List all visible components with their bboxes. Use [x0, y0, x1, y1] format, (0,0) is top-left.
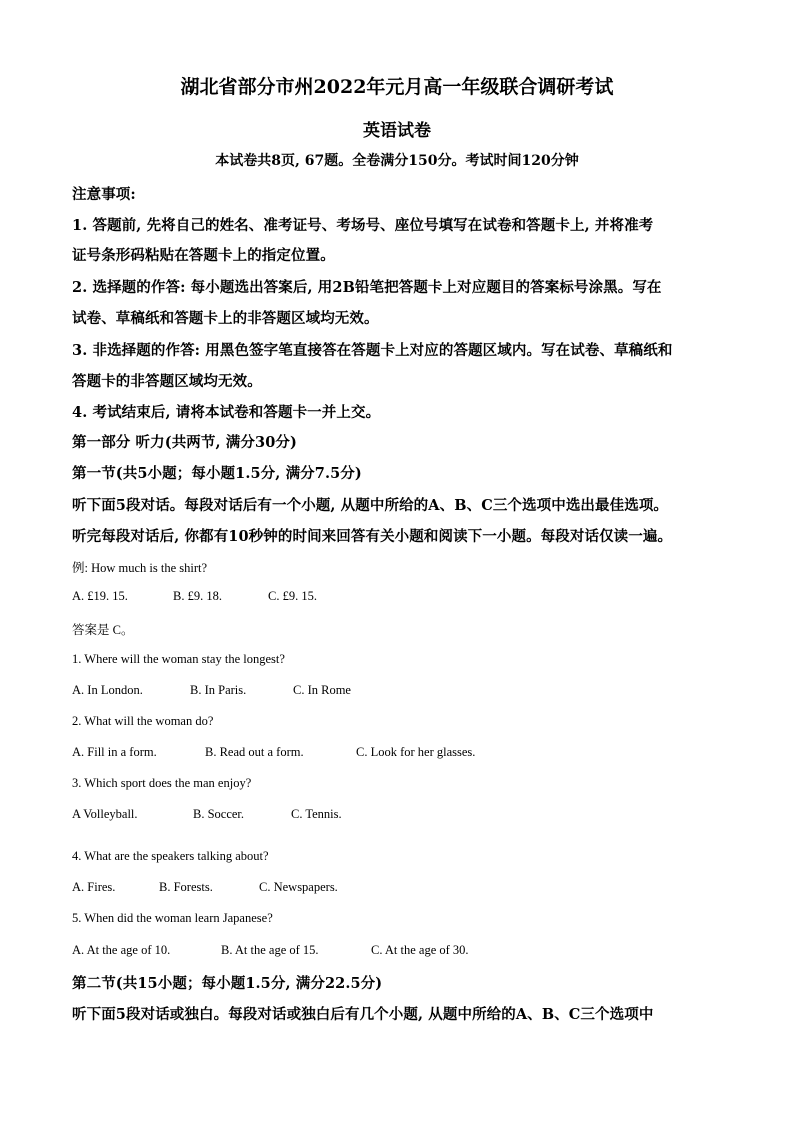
option-b: B. At the age of 15. — [221, 943, 319, 957]
question-5-options — [72, 943, 469, 958]
option-b: B. £9. 18. — [173, 589, 222, 603]
question-3: 3. Which sport does the man enjoy? — [72, 776, 252, 790]
option-c: C. Look for her glasses. — [356, 745, 476, 759]
option-b: B. In Paris. — [190, 683, 247, 697]
question-1-options — [72, 683, 351, 698]
section2-instruction: 听下面5段对话或独白。每段对话或独白后有几个小题, 从题中所给的A、B、C三个选项中 — [72, 1006, 654, 1023]
option-b: B. Read out a form. — [205, 745, 304, 759]
notice-line: 答题卡的非答题区域均无效。 — [72, 373, 262, 390]
section1-instruction: 听完每段对话后, 你都有10秒钟的时间来回答有关小题和阅读下一小题。每段对话仅读一遍。 — [72, 528, 673, 545]
option-c: C. Tennis. — [291, 807, 342, 821]
example-answer: 答案是 C。 — [72, 623, 134, 637]
notice-line: 试卷、草稿纸和答题卡上的非答题区域均无效。 — [72, 310, 379, 327]
section1-heading: 第一节(共5小题；每小题1.5分, 满分7.5分) — [72, 465, 362, 482]
notice-line: 1. 答题前, 先将自己的姓名、准考证号、考场号、座位号填写在试卷和答题卡上, 并将准考 — [72, 217, 654, 234]
option-c: C. In Rome — [293, 683, 351, 697]
option-a: A. Fires. — [72, 880, 116, 894]
notice-line: 2. 选择题的作答: 每小题选出答案后, 用2B铅笔把答题卡上对应题目的答案标号涂黑。写在 — [72, 279, 662, 296]
exam-subtitle: 英语试卷 — [363, 121, 431, 141]
notice-line: 3. 非选择题的作答: 用黑色签字笔直接答在答题卡上对应的答题区域内。写在试卷、草稿纸和 — [72, 342, 673, 359]
question-3-options — [72, 807, 342, 822]
exam-info: 本试卷共8页, 67题。全卷满分150分。考试时间120分钟 — [215, 153, 579, 169]
option-c: C. Newspapers. — [259, 880, 338, 894]
option-a: A Volleyball. — [72, 807, 138, 821]
option-c: C. At the age of 30. — [371, 943, 469, 957]
option-b: B. Soccer. — [193, 807, 245, 821]
question-2: 2. What will the woman do? — [72, 714, 214, 728]
part1-heading: 第一部分 听力(共两节, 满分30分) — [72, 434, 297, 451]
option-c: C. £9. 15. — [268, 589, 317, 603]
notice-heading: 注意事项: — [72, 186, 136, 203]
option-a: A. £19. 15. — [72, 589, 128, 603]
example-question: 例: How much is the shirt? — [72, 561, 208, 575]
option-b: B. Forests. — [159, 880, 213, 894]
section1-instruction: 听下面5段对话。每段对话后有一个小题, 从题中所给的A、B、C三个选项中选出最佳选项。 — [72, 497, 669, 514]
question-2-options — [72, 745, 475, 760]
section2-heading: 第二节(共15小题；每小题1.5分, 满分22.5分) — [72, 975, 383, 992]
question-1: 1. Where will the woman stay the longest? — [72, 652, 285, 666]
exam-title: 湖北省部分市州2022年元月高一年级联合调研考试 — [180, 76, 614, 98]
question-4: 4. What are the speakers talking about? — [72, 849, 269, 863]
example-options — [72, 589, 317, 604]
question-5: 5. When did the woman learn Japanese? — [72, 911, 273, 925]
option-a: A. At the age of 10. — [72, 943, 171, 957]
option-a: A. Fill in a form. — [72, 745, 157, 759]
notice-line: 4. 考试结束后, 请将本试卷和答题卡一并上交。 — [72, 404, 381, 421]
question-4-options — [72, 880, 338, 895]
notice-line: 证号条形码粘贴在答题卡上的指定位置。 — [72, 247, 335, 264]
option-a: A. In London. — [72, 683, 143, 697]
